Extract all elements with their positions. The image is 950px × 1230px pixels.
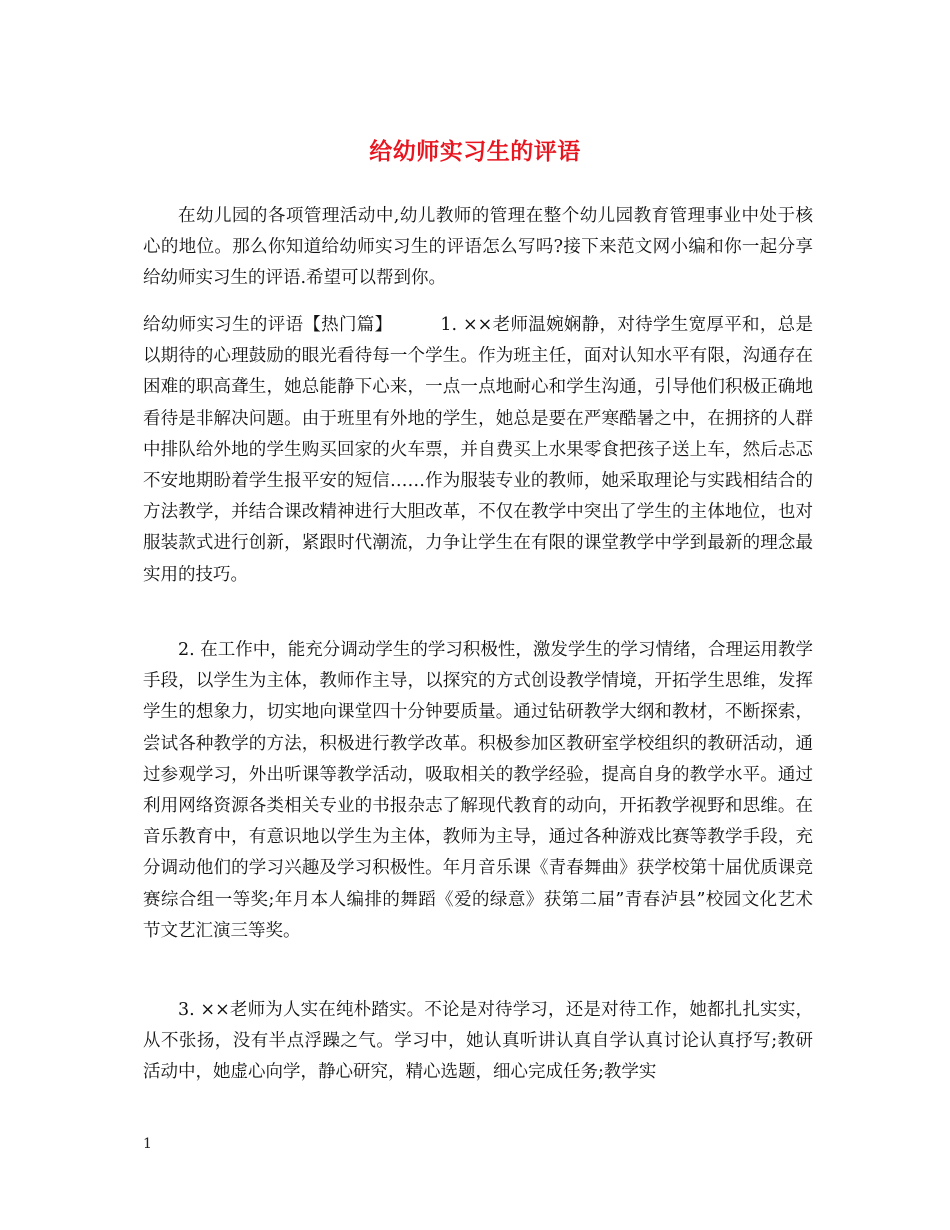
document-title: 给幼师实习生的评语 (369, 138, 581, 165)
comment-item-1: 1. ××老师温婉娴静，对待学生宽厚平和，总是以期待的心理鼓励的眼光看待每一个学生。作为班主任，面对认知水平有限，沟通存在困难的职高聋生，她总能静下心来，一点一点地耐心和学生沟通，引导他们积极正确地看待是非解决问题。由于班里有外地的学生，她总是要在严寒酷暑之中，在拥挤的人群中排队给外地的学生购买回家的火车票，并自费买上水果零食把孩子送上车，然后忐忑不安地期盼着学生报平安的短信……作为服装专业的教师，她采取理论与实践相结合的方法教学，并结合课改精神进行大胆改革，不仅在教学中突出了学生的主体地位，也对服装款式进行创新，紧跟时代潮流，力争让学生在有限的课堂教学中学到最新的理念最实用的技巧。 (143, 315, 813, 585)
comment-item-3: 3. ××老师为人实在纯朴踏实。不论是对待学习，还是对待工作，她都扎扎实实，从不张扬，没有半点浮躁之气。学习中，她认真听讲认真自学认真讨论认真抒写;教研活动中，她虚心向学，静心研究，精心选题，细心完成任务;教学实 (143, 1000, 813, 1083)
section-paragraph-1 (143, 310, 813, 591)
page-number: 1 (143, 1136, 152, 1152)
comment-item-2: 2. 在工作中，能充分调动学生的学习积极性，激发学生的学习情绪，合理运用教学手段，以学生为主体，教师作主导，以探究的方式创设教学情境，开拓学生思维，发挥学生的想象力，切实地向课堂四十分钟要质量。通过钻研教学大纲和教材，不断探索，尝试各种教学的方法，积极进行教学改革。积极参加区教研室学校组织的教研活动，通过参观学习，外出听课等教学活动，吸取相关的教学经验，提高自身的教学水平。通过利用网络资源各类相关专业的书报杂志了解现代教育的动向，开拓教学视野和思维。在音乐教育中，有意识地以学生为主体，教师为主导，通过各种游戏比赛等教学手段，充分调动他们的学习兴趣及学习积极性。年月音乐课《青春舞曲》获学校第十届优质课竞赛综合组一等奖;年月本人编排的舞蹈《爱的绿意》获第二届”青春泸县”校园文化艺术节文艺汇演三等奖。 (143, 640, 813, 941)
section-heading: 给幼师实习生的评语【热门篇】 (143, 315, 393, 335)
intro-paragraph: 在幼儿园的各项管理活动中,幼儿教师的管理在整个幼儿园教育管理事业中处于核心的地位。那么你知道给幼师实习生的评语怎么写吗?接下来范文网小编和你一起分享给幼师实习生的评语.希望可以帮到你。 (143, 206, 813, 289)
